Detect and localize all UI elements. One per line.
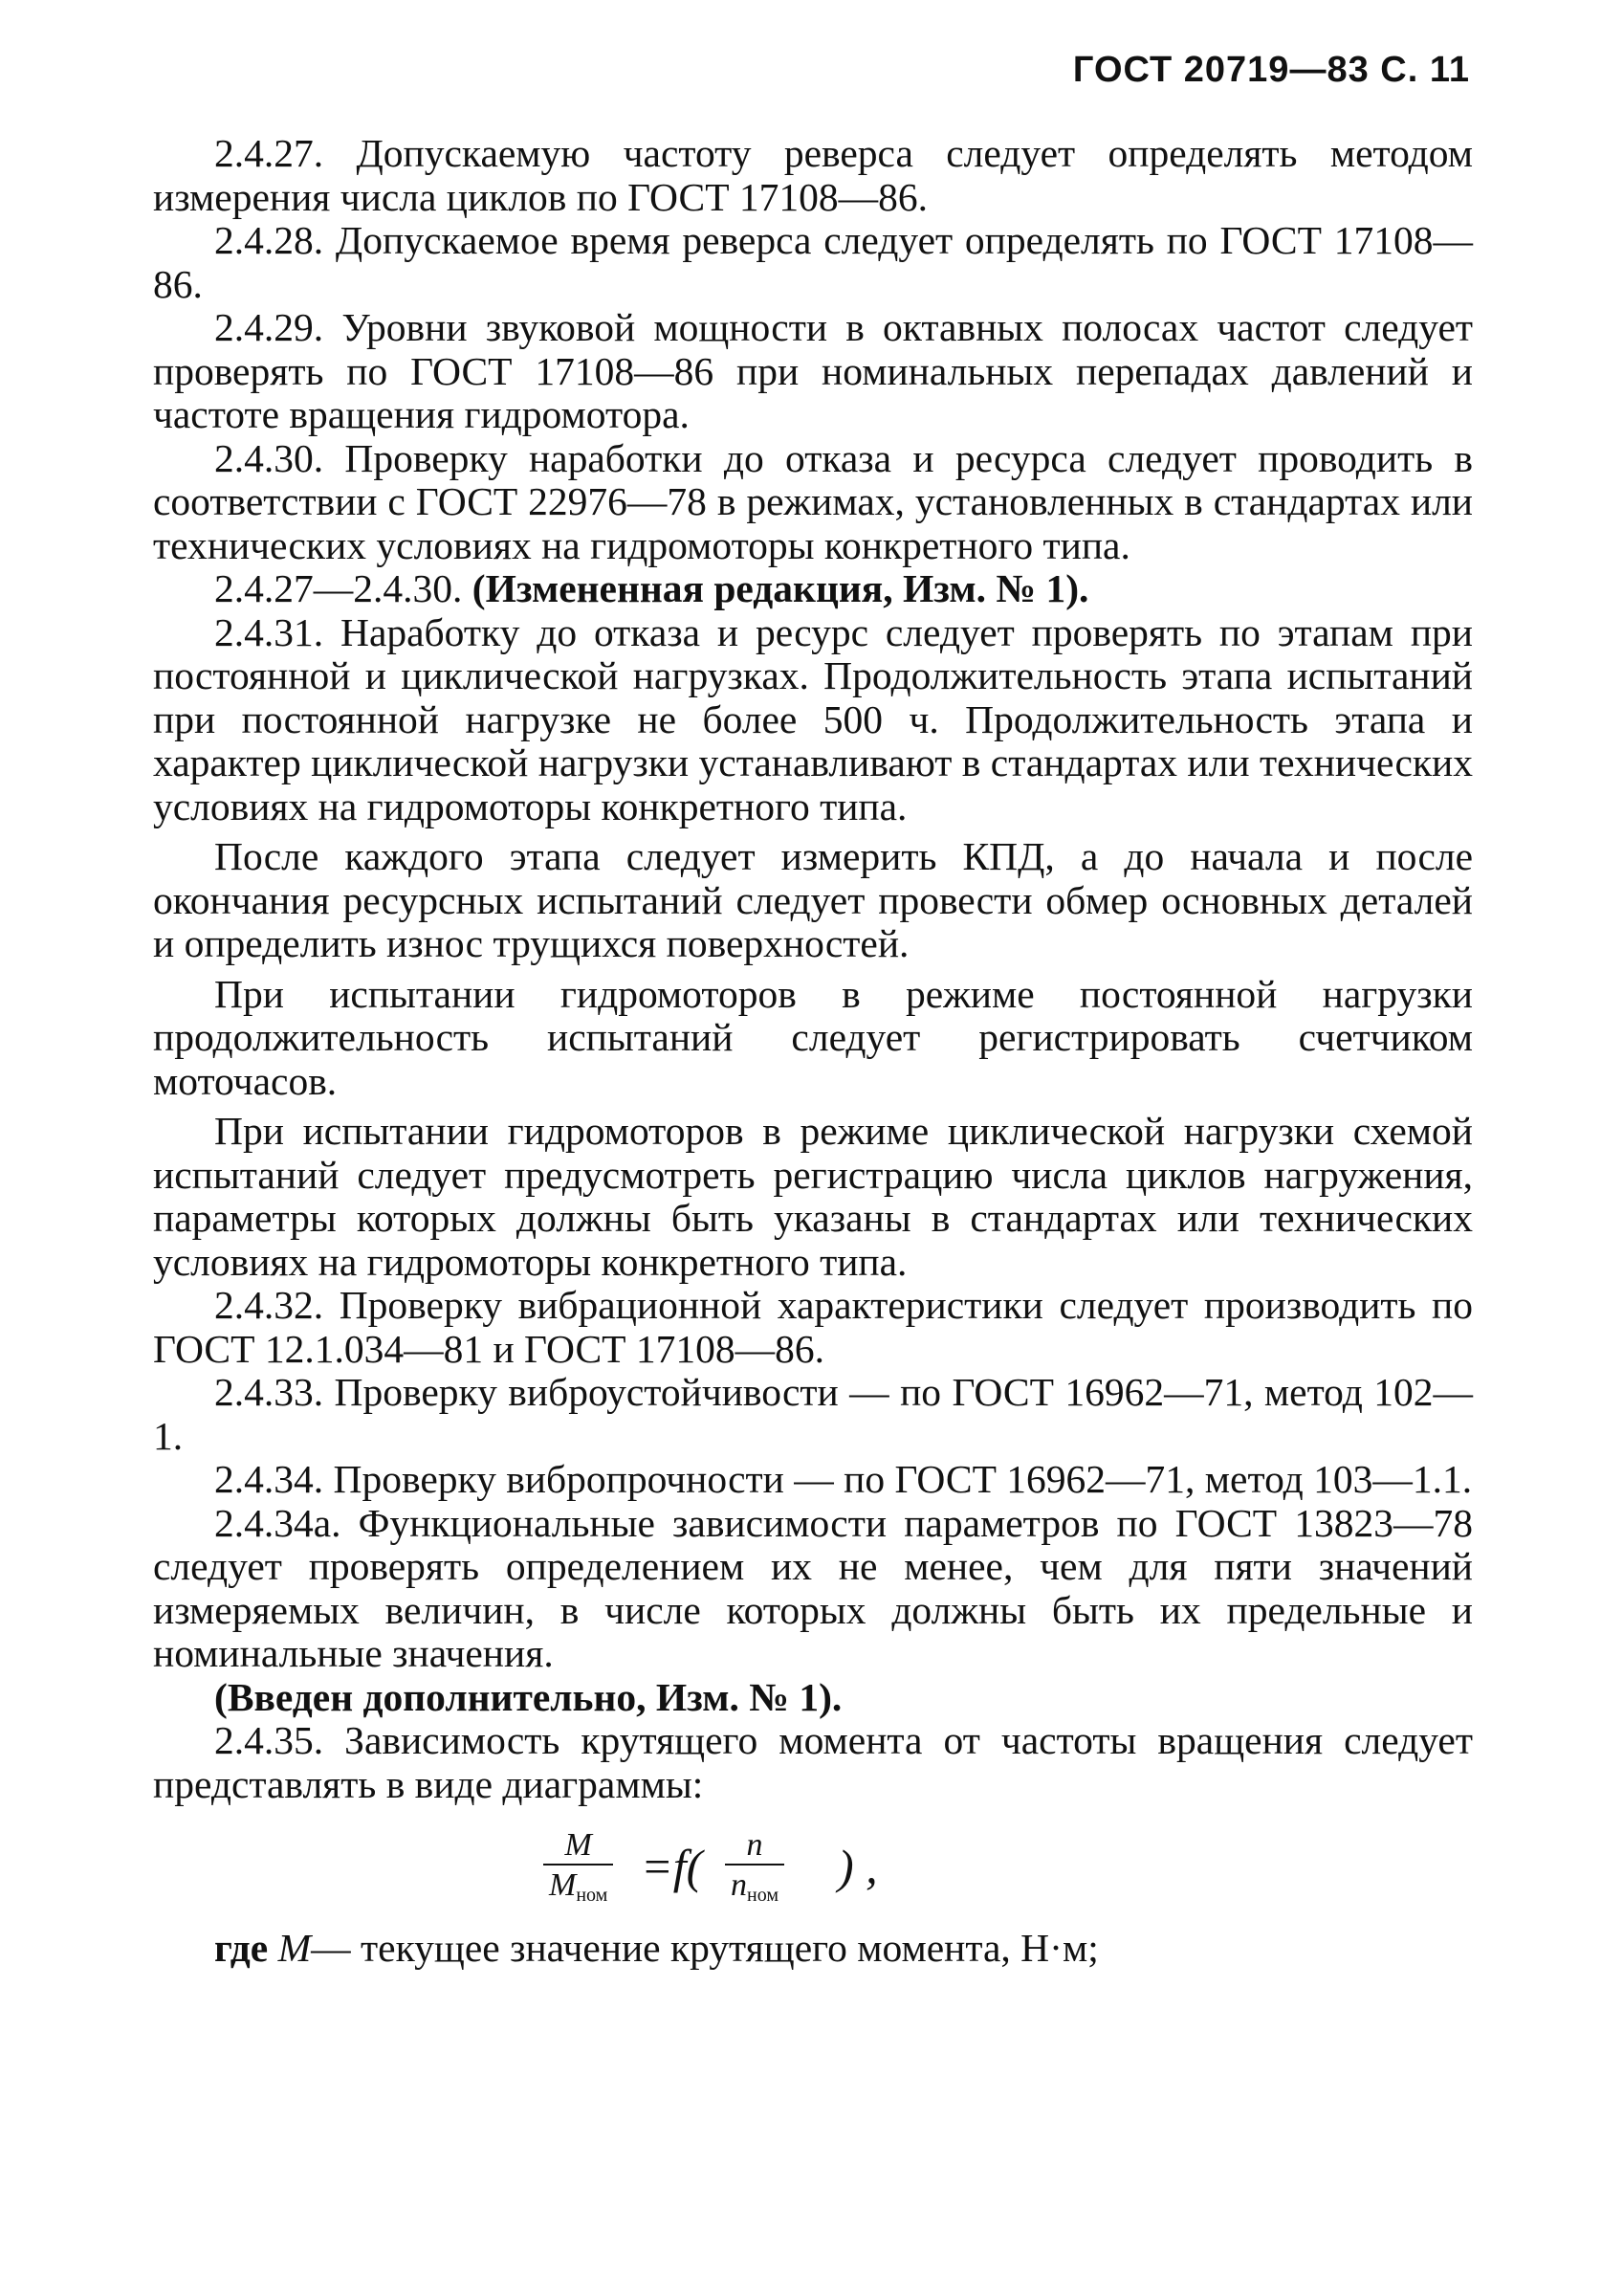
formula-left-numerator: M <box>564 1827 592 1863</box>
formula-left-den-symbol: M <box>549 1867 577 1903</box>
formula-left-denominator <box>543 1864 613 1913</box>
formula-right-den-subscript: ном <box>747 1885 779 1906</box>
paragraph-after-stage: После каждого этапа следует измерить КПД, а до начала и после окончания ресурсных испытаний следует провести обмер основных деталей и определить износ трущихся поверхностей. <box>153 834 1473 965</box>
paragraph-constant-load: При испытании гидромоторов в режиме постоянной нагрузки продолжительность испытаний следует регистрировать счетчиком моточасов. <box>153 971 1473 1103</box>
paragraph-2-4-28: 2.4.28. Допускаемое время реверса следует определять по ГОСТ 17108—86. <box>153 218 1473 306</box>
paragraph-2-4-35: 2.4.35. Зависимость крутящего момента от частоты вращения следует представлять в виде диаграммы: <box>153 1718 1473 1806</box>
where-lead: где <box>214 1926 269 1970</box>
amendment-label: (Измененная редакция, Изм. № 1). <box>472 566 1089 610</box>
formula-left-den-subscript: ном <box>576 1885 608 1906</box>
where-symbol: M <box>277 1926 312 1970</box>
paragraph-2-4-34: 2.4.34. Проверку вибропрочности — по ГОСТ 16962—71, метод 103—1.1. <box>214 1457 1473 1501</box>
paragraph-2-4-32: 2.4.32. Проверку вибрационной характеристики следует производить по ГОСТ 12.1.034—81 и ГОСТ 17108—86. <box>153 1283 1473 1371</box>
formula-right-fraction <box>725 1827 784 1913</box>
page-header: ГОСТ 20719—83 С. 11 <box>1072 50 1470 90</box>
paragraph-2-4-30: 2.4.30. Проверку наработки до отказа и ресурса следует проводить в соответствии с ГОСТ 22976—78 в режимах, установленных в стандартах или технических условиях на гидромоторы конкретного типа. <box>153 435 1473 567</box>
paragraph-2-4-27: 2.4.27. Допускаемую частоту реверса следует определять методом измерения числа циклов по ГОСТ 17108—86. <box>153 131 1473 219</box>
formula-closing-paren: ) , <box>838 1840 878 1893</box>
paragraph-2-4-31: 2.4.31. Наработку до отказа и ресурс следует проверять по этапам при постоянной и циклической нагрузках. Продолжительность этапа испытаний при постоянной нагрузке не более 500 ч. Продолжительность этапа и характер циклической нагрузки устанавливают в стандартах или технических условиях на гидромоторы конкретного типа. <box>153 609 1473 828</box>
torque-formula <box>153 1821 1473 1927</box>
amendment-range: 2.4.27—2.4.30. <box>214 566 463 610</box>
amendment-note-2-4-30 <box>153 567 1473 611</box>
formula-equals-function: =f( <box>641 1840 703 1893</box>
document-body <box>153 132 1473 1971</box>
formula-right-den-symbol: n <box>731 1867 747 1903</box>
paragraph-cyclic-load: При испытании гидромоторов в режиме циклической нагрузки схемой испытаний следует предусмотреть регистрацию числа циклов нагружения, параметры которых должны быть указаны в стандартах или технических условиях на гидромоторы конкретного типа. <box>153 1109 1473 1284</box>
where-definition-line <box>153 1927 1473 1971</box>
paragraph-2-4-29: 2.4.29. Уровни звуковой мощности в октавных полосах частот следует проверять по ГОСТ 17108—86 при номинальных перепадах давлений и частоте вращения гидромотора. <box>153 305 1473 436</box>
paragraph-2-4-33: 2.4.33. Проверку виброустойчивости — по ГОСТ 16962—71, метод 102—1. <box>153 1370 1473 1458</box>
where-description: — текущее значение крутящего момента, Н·м; <box>311 1926 1099 1970</box>
formula-left-fraction <box>543 1827 613 1913</box>
formula-right-denominator <box>725 1864 784 1913</box>
paragraph-2-4-34a: 2.4.34а. Функциональные зависимости параметров по ГОСТ 13823—78 следует проверять определением их не менее, чем для пяти значений измеряемых величин, в числе которых должны быть их предельные и номинальные значения. <box>153 1500 1473 1675</box>
amendment-note-2-4-34a: (Введен дополнительно, Изм. № 1). <box>214 1674 843 1719</box>
formula-right-numerator: n <box>746 1827 763 1863</box>
